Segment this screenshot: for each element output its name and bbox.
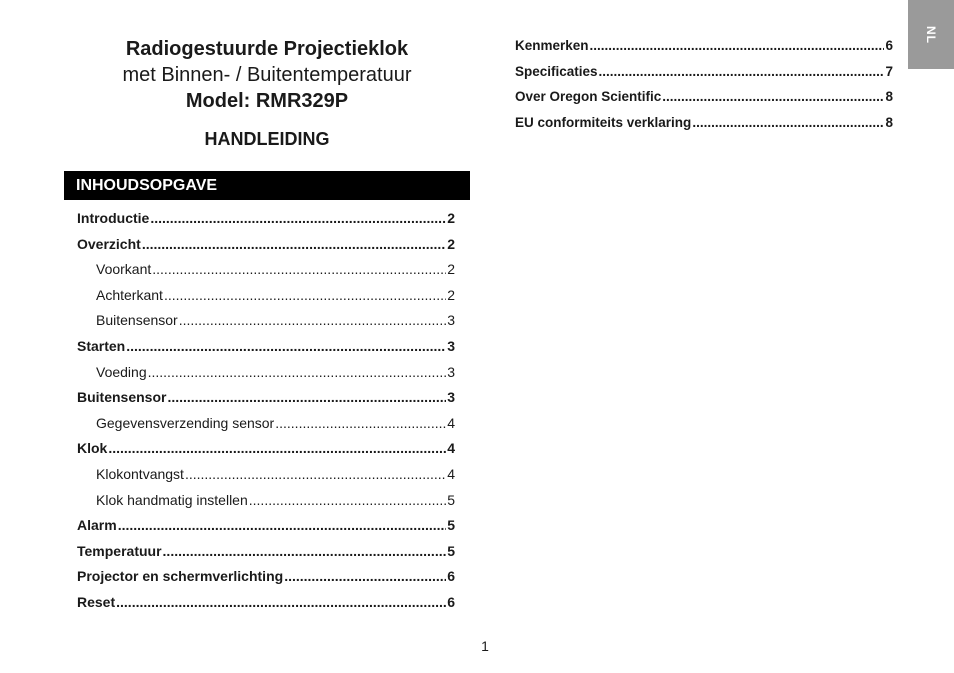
toc-dot-leader — [692, 112, 884, 134]
toc-entry-label: Buitensensor — [96, 312, 178, 329]
toc-entry-page: 2 — [447, 210, 455, 226]
toc-dot-leader — [142, 233, 446, 255]
toc-entry-page: 4 — [447, 465, 455, 482]
toc-entry-label: Alarm — [77, 517, 117, 534]
toc-entry[interactable] — [77, 437, 455, 463]
manual-heading: HANDLEIDING — [204, 129, 330, 149]
toc-entry-label: Reset — [77, 593, 116, 610]
toc-entry-page: 6 — [885, 38, 893, 53]
toc-entry[interactable] — [77, 284, 455, 310]
toc-entry-page: 6 — [447, 568, 455, 585]
toc-entry-label: EU conformiteits verklaring — [515, 114, 692, 130]
toc-entry-label: Voeding — [96, 363, 147, 380]
toc-entry-page: 3 — [447, 337, 455, 354]
toc-dot-leader — [118, 514, 447, 536]
toc-entry[interactable] — [77, 565, 455, 591]
product-title: Radiogestuurde Projectieklok — [125, 38, 409, 60]
toc-dot-leader — [185, 463, 446, 485]
toc-entry-label: Gegevensverzending sensor — [96, 414, 275, 431]
toc-dot-leader — [662, 86, 884, 108]
product-subtitle: met Binnen- / Buitentemperatuur — [122, 64, 412, 86]
toc-dot-leader — [108, 437, 446, 459]
toc-entry-page: 2 — [447, 261, 455, 278]
toc-entry-label: Overzicht — [77, 235, 141, 252]
title-block — [64, 36, 470, 150]
toc-entry-page: 4 — [447, 414, 455, 431]
toc-dot-leader — [148, 361, 447, 383]
toc-entry-label: Buitensensor — [77, 389, 167, 406]
toc-dot-leader — [599, 61, 885, 83]
toc-dot-leader — [179, 309, 446, 331]
toc-dot-leader — [116, 591, 446, 613]
toc-entry[interactable] — [77, 386, 455, 412]
toc-entry-page: 5 — [447, 491, 455, 508]
toc-entry-label: Klokontvangst — [96, 465, 184, 482]
toc-entry-page: 3 — [447, 363, 455, 380]
toc-entry[interactable] — [77, 489, 455, 515]
toc-dot-leader — [275, 412, 446, 434]
toc-entry-label: Achterkant — [96, 286, 163, 303]
toc-heading: INHOUDSOPGAVE — [64, 171, 470, 200]
toc-entry-page: 7 — [885, 63, 893, 79]
language-tab — [908, 0, 954, 69]
language-tab-label: NL — [924, 25, 938, 44]
toc-entry-label: Projector en schermverlichting — [77, 568, 284, 585]
toc-entry-label: Klok handmatig instellen — [96, 491, 248, 508]
toc-dot-leader — [167, 386, 446, 408]
toc-entry[interactable] — [515, 86, 893, 112]
toc-entry-page: 8 — [885, 89, 893, 105]
toc-entry[interactable] — [515, 35, 893, 61]
toc-entry-label: Kenmerken — [515, 38, 589, 53]
toc-entry-page: 2 — [447, 235, 455, 252]
toc-entry-label: Specificaties — [515, 63, 598, 79]
toc-entry-label: Voorkant — [96, 261, 152, 278]
toc-entry[interactable] — [515, 61, 893, 87]
toc-list-left — [77, 207, 455, 617]
toc-entry-label: Temperatuur — [77, 542, 162, 559]
toc-entry-page: 3 — [447, 312, 455, 329]
toc-entry[interactable] — [515, 112, 893, 138]
toc-dot-leader — [249, 489, 446, 511]
toc-entry[interactable] — [77, 309, 455, 335]
toc-entry[interactable] — [77, 207, 455, 233]
toc-entry-label: Klok — [77, 440, 108, 457]
toc-dot-leader — [590, 35, 885, 57]
toc-entry[interactable] — [77, 540, 455, 566]
model-number: Model: RMR329P — [185, 90, 349, 112]
page-number: 1 — [481, 638, 489, 654]
toc-entry-page: 6 — [447, 593, 455, 610]
toc-dot-leader — [164, 284, 446, 306]
toc-entry[interactable] — [77, 463, 455, 489]
toc-list-right — [515, 35, 893, 137]
toc-dot-leader — [152, 258, 446, 280]
toc-dot-leader — [150, 207, 446, 229]
toc-entry-label: Introductie — [77, 210, 150, 226]
toc-entry[interactable] — [77, 233, 455, 259]
toc-entry-page: 5 — [447, 542, 455, 559]
toc-entry[interactable] — [77, 335, 455, 361]
toc-entry-page: 3 — [447, 389, 455, 406]
toc-dot-leader — [163, 540, 447, 562]
toc-entry[interactable] — [77, 258, 455, 284]
toc-dot-leader — [126, 335, 446, 357]
toc-dot-leader — [284, 565, 446, 587]
toc-entry[interactable] — [77, 591, 455, 617]
toc-entry-page: 5 — [447, 517, 455, 534]
toc-entry-label: Over Oregon Scientific — [515, 89, 662, 105]
toc-entry-label: Starten — [77, 337, 126, 354]
toc-entry-page: 2 — [447, 286, 455, 303]
toc-entry-page: 4 — [447, 440, 455, 457]
toc-entry[interactable] — [77, 361, 455, 387]
toc-entry[interactable] — [77, 412, 455, 438]
toc-entry-page: 8 — [885, 114, 893, 130]
toc-entry[interactable] — [77, 514, 455, 540]
